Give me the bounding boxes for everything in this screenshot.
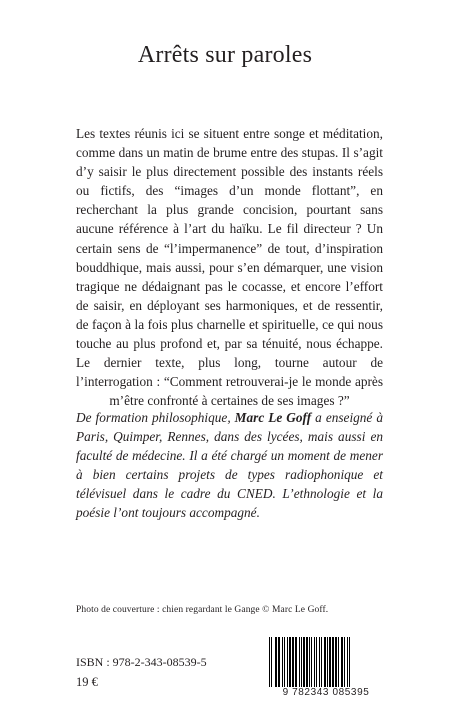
- back-cover-blurb: Les textes réunis ici se situent entre songe et méditation, comme dans un matin de brume entre des stupas. Il s’agit d’y saisir le plus directement possible des instants réels ou fictifs, des “images d’un monde flottant”, en recherchant la plus grande concision, pourtant sans aucune référence à l’art du haïku. Le fil directeur ? Un certain sens de “l’impermanence” de tout, d’inspiration bouddhique, mais aussi, pour s’en démarquer, une vision tragique ne dédaignant pas le cocasse, et encore l’effort de saisir, en déployant ses harmoniques, et de ressentir, de façon à la fois plus charnelle et spirituelle, ce qui nous touche au plus profond et, par sa ténuité, nous échappe. Le dernier texte, plus long, tourne autour de l’interrogation : “Comment retrouverai-je le monde après m’être confronté à certaines de ses images ?”: [76, 126, 383, 409]
- barcode-digits: 9 782343 085395: [259, 687, 393, 698]
- price: 19 €: [76, 675, 98, 689]
- bio-intro: De formation philosophique,: [76, 410, 235, 425]
- isbn: ISBN : 978-2-343-08539-5: [76, 655, 207, 669]
- book-title: Arrêts sur paroles: [137, 42, 313, 68]
- photo-credit: Photo de couverture : chien regardant le Gange © Marc Le Goff.: [76, 605, 329, 615]
- author-name: Marc Le Goff: [234, 410, 312, 425]
- bio-text: a enseigné à Paris, Quimper, Rennes, dans des lycées, mais aussi en faculté de médecine. Il a été chargé un moment de mener à bien certains projets de types radiophonique et télévisuel dans le cadre du CNED. L’ethnologie et la poésie l’ont toujours accompagné.: [76, 410, 383, 521]
- author-bio: [76, 408, 383, 523]
